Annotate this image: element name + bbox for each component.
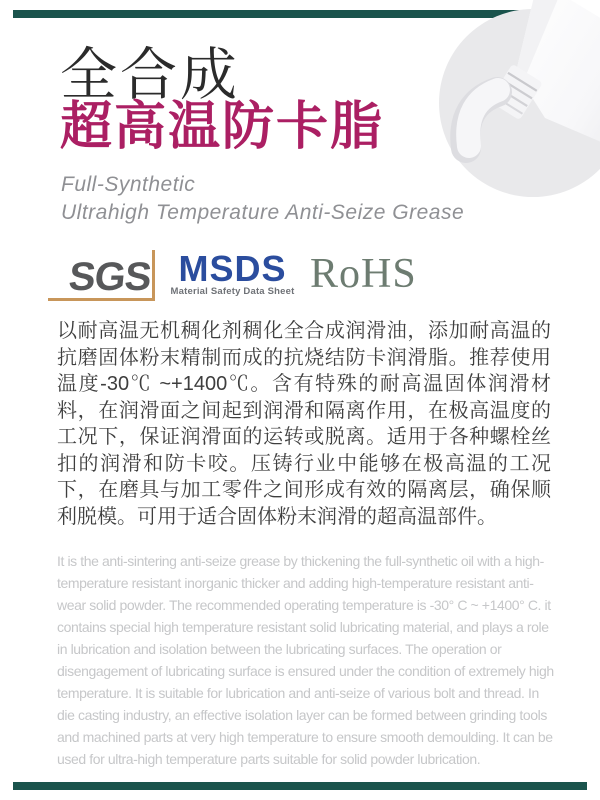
- sgs-logo: [48, 250, 155, 301]
- page-subtitle-english-line1: Full-Synthetic: [61, 173, 196, 196]
- bottom-divider-bar: [13, 782, 587, 790]
- description-chinese: 以耐高温无机稠化剂稠化全合成润滑油，添加耐高温的抗磨固体粉末精制而成的抗烧结防卡润滑脂。推荐使用温度-30℃ ~+1400℃。含有特殊的耐高温固体润滑材料，在润滑面之间起到润滑和隔离作用，在极高温度的工况下，保证润滑面的运转或脱离。适用于各种螺栓丝扣的润滑和防卡咬。压铸行业中能够在极高温的工况下，在磨具与加工零件之间形成有效的隔离层，确保顺利脱模。可用于适合固体粉末润滑的超高温部件。: [57, 320, 551, 528]
- page-title-chinese-line2: 超高温防卡脂: [60, 98, 385, 156]
- sgs-logo-text: SGS: [66, 255, 153, 299]
- page-title-chinese-line1: 全合成: [60, 43, 240, 107]
- msds-logo-subtitle: Material Safety Data Sheet: [170, 286, 295, 297]
- msds-logo: [170, 248, 295, 298]
- rohs-logo: [310, 252, 417, 296]
- rohs-logo-text: RoHS: [310, 251, 417, 297]
- certification-logos: [48, 250, 428, 306]
- msds-logo-text: MSDS: [178, 248, 287, 289]
- description-english: It is the anti-sintering anti-seize grease by thickening the full-synthetic oil with a high-temperature resistant inorganic thicker and adding high-temperature resistant anti-wear solid powder. The recommended operating temperature is -30° C ~ +1400° C. it contains special high temperature resistant solid lubricating material, and plays a role in lubrication and isolation between the lubricating surfaces. The operation or disengagement of lubricating surface is ensured under the condition of extremely high temperature. It is suitable for lubrication and anti-seize of various bolt and thread. In die casting industry, an effective isolation layer can be formed between grinding tools and machined parts at very high temperature to ensure smooth demoulding. It can be used for ultra-high temperature parts suitable for solid powder lubrication.: [57, 553, 554, 767]
- page-subtitle-english-line2: Ultrahigh Temperature Anti-Seize Grease: [61, 201, 465, 224]
